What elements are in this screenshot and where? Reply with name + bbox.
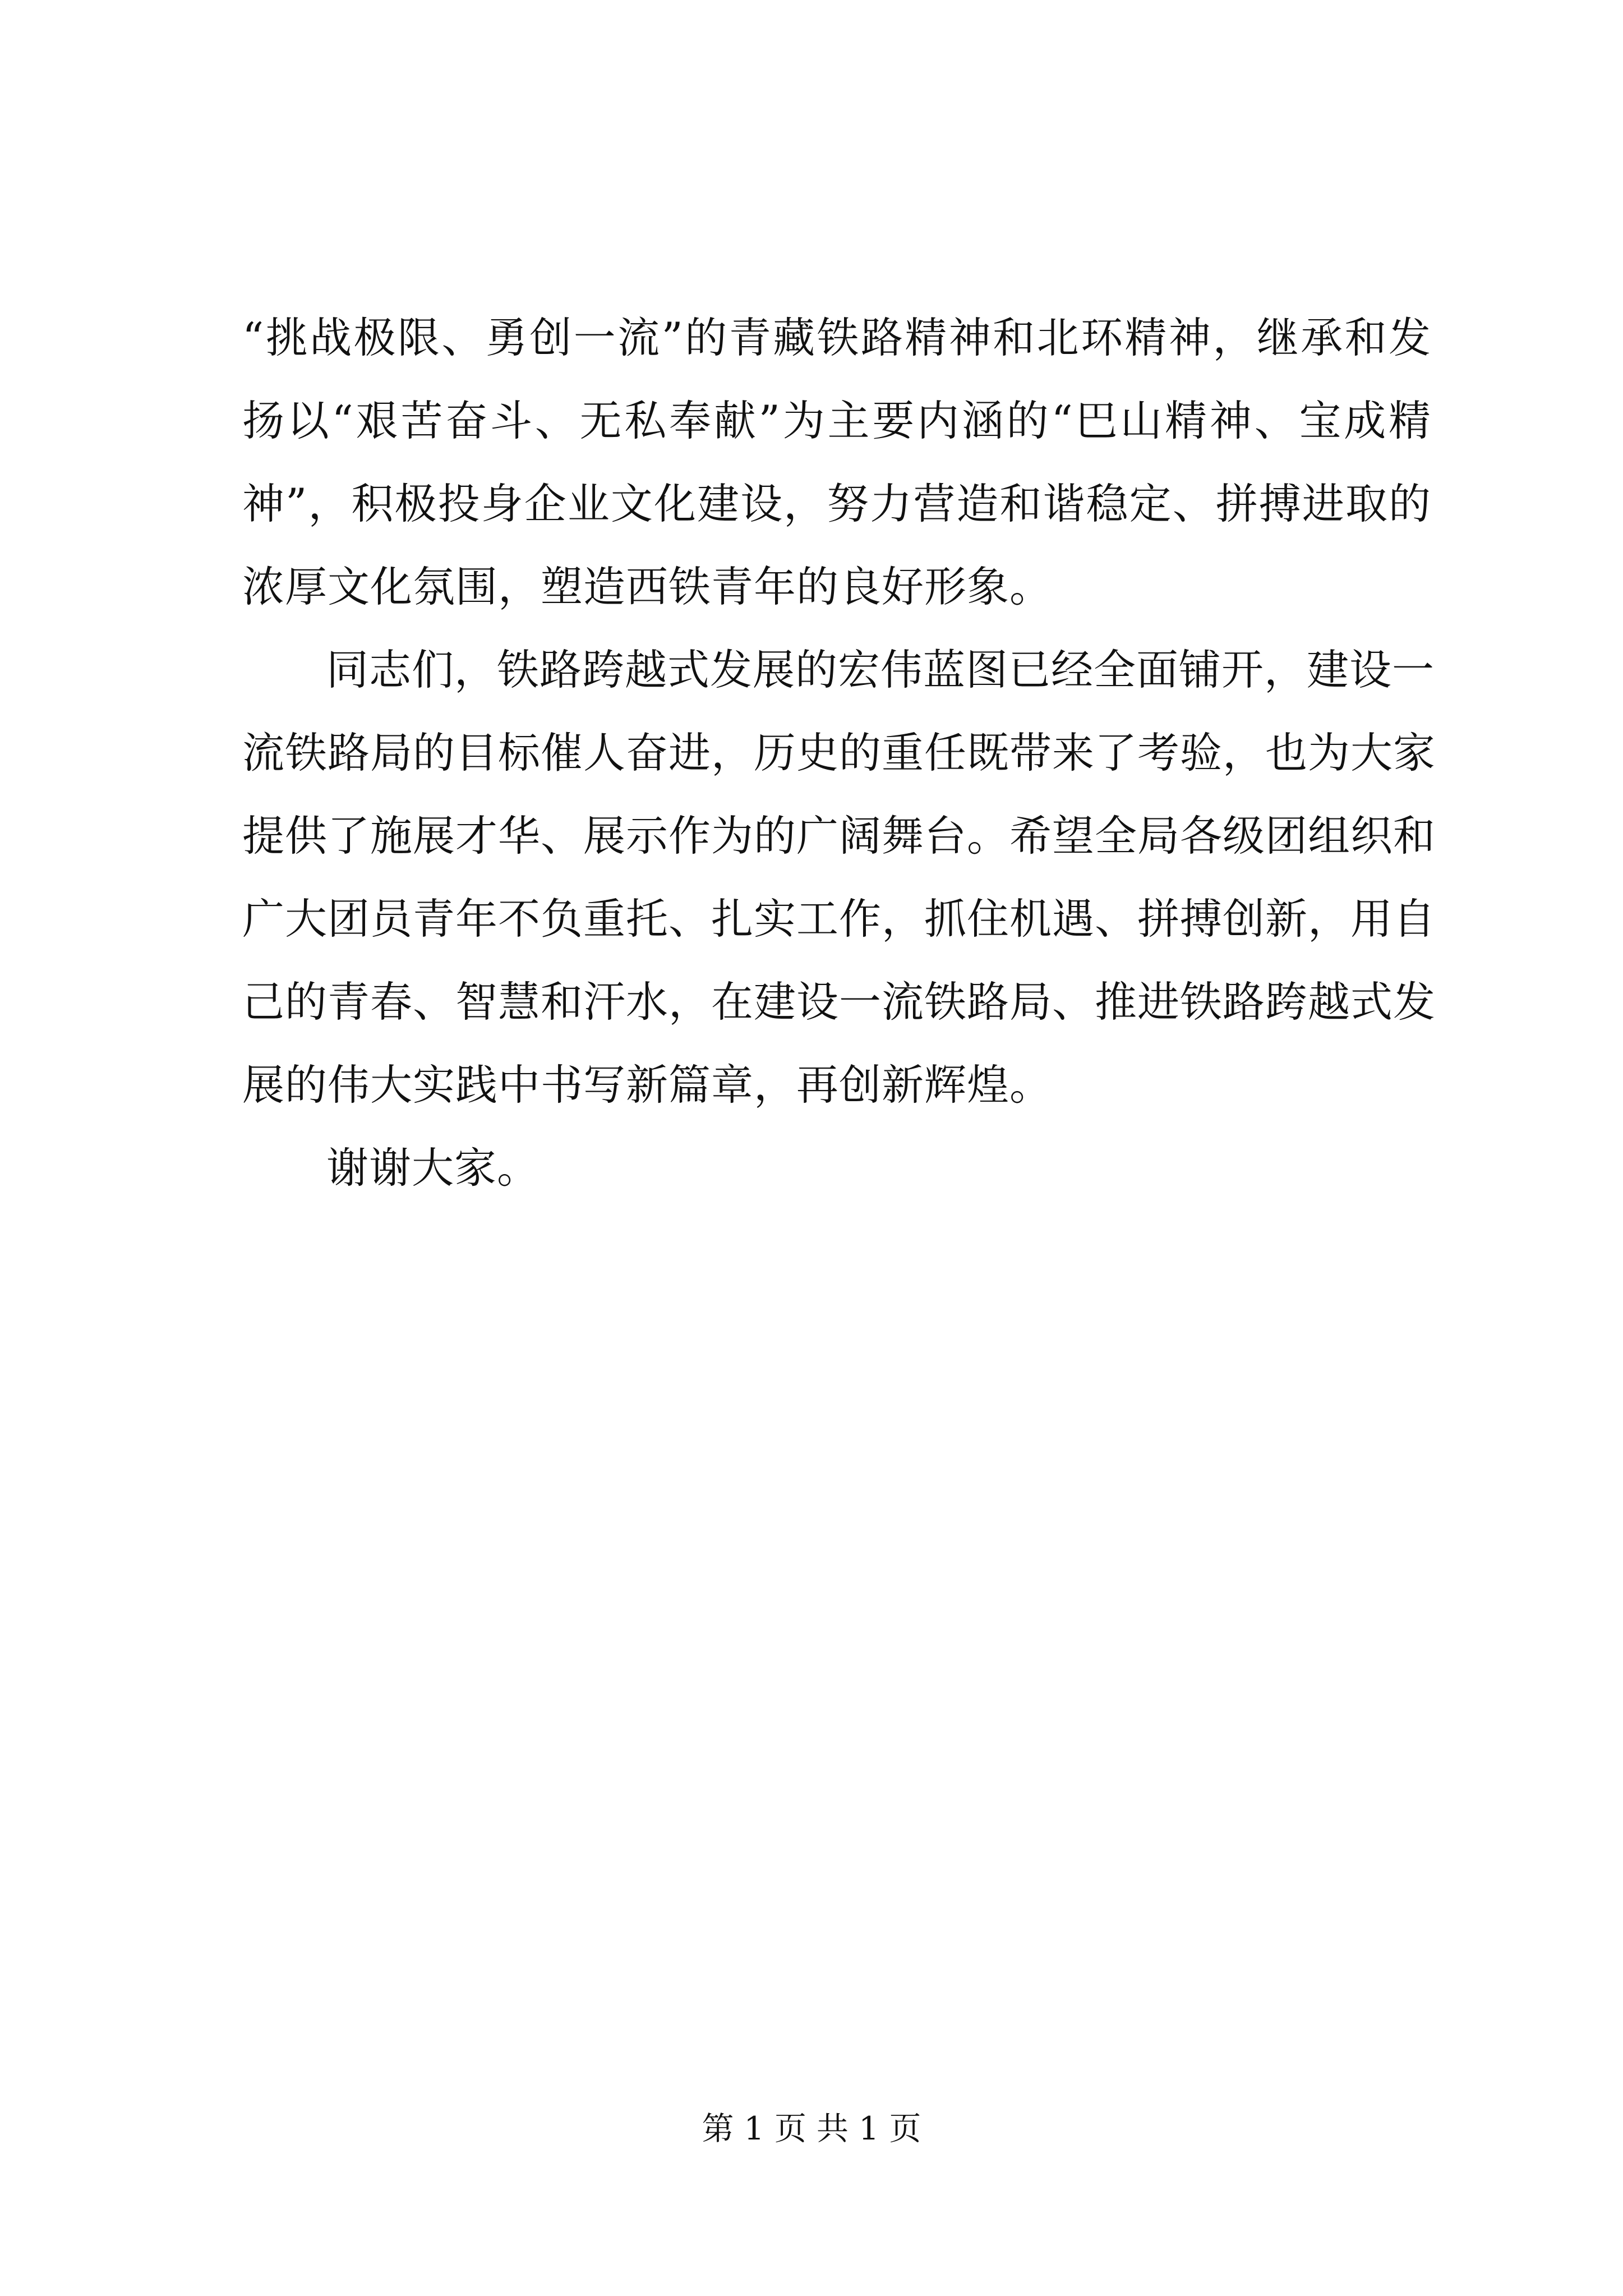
page-number-footer: 第 1 页 共 1 页 (702, 2110, 921, 2147)
paragraph-comrades (242, 628, 1436, 1126)
text-line: “挑战极限、勇创一流”的青藏铁路精神和北环精神，继承和发 (242, 313, 1431, 362)
paragraph-spirit (242, 296, 1431, 628)
text-line: 扬以“艰苦奋斗、无私奉献”为主要内涵的“巴山精神、宝成精 (242, 396, 1431, 445)
paragraph-thanks (242, 1126, 1431, 1209)
text-line: 谢谢大家。 (326, 1143, 540, 1193)
text-line: 提供了施展才华、展示作为的广阔舞台。希望全局各级团组织和 (242, 811, 1436, 861)
text-line: 己的青春、智慧和汗水，在建设一流铁路局、推进铁路跨越式发 (242, 977, 1436, 1027)
text-line: 浓厚文化氛围，塑造西铁青年的良好形象。 (242, 562, 1053, 611)
document-body (242, 296, 1436, 1209)
text-line: 神”，积极投身企业文化建设，努力营造和谐稳定、拼搏进取的 (242, 479, 1431, 528)
text-line: 广大团员青年不负重托、扎实工作，抓住机遇、拼搏创新，用自 (242, 894, 1436, 944)
text-line: 同志们，铁路跨越式发展的宏伟蓝图已经全面铺开，建设一 (326, 645, 1435, 694)
text-line: 流铁路局的目标催人奋进，历史的重任既带来了考验，也为大家 (242, 728, 1436, 777)
text-line: 展的伟大实践中书写新篇章，再创新辉煌。 (242, 1060, 1053, 1110)
